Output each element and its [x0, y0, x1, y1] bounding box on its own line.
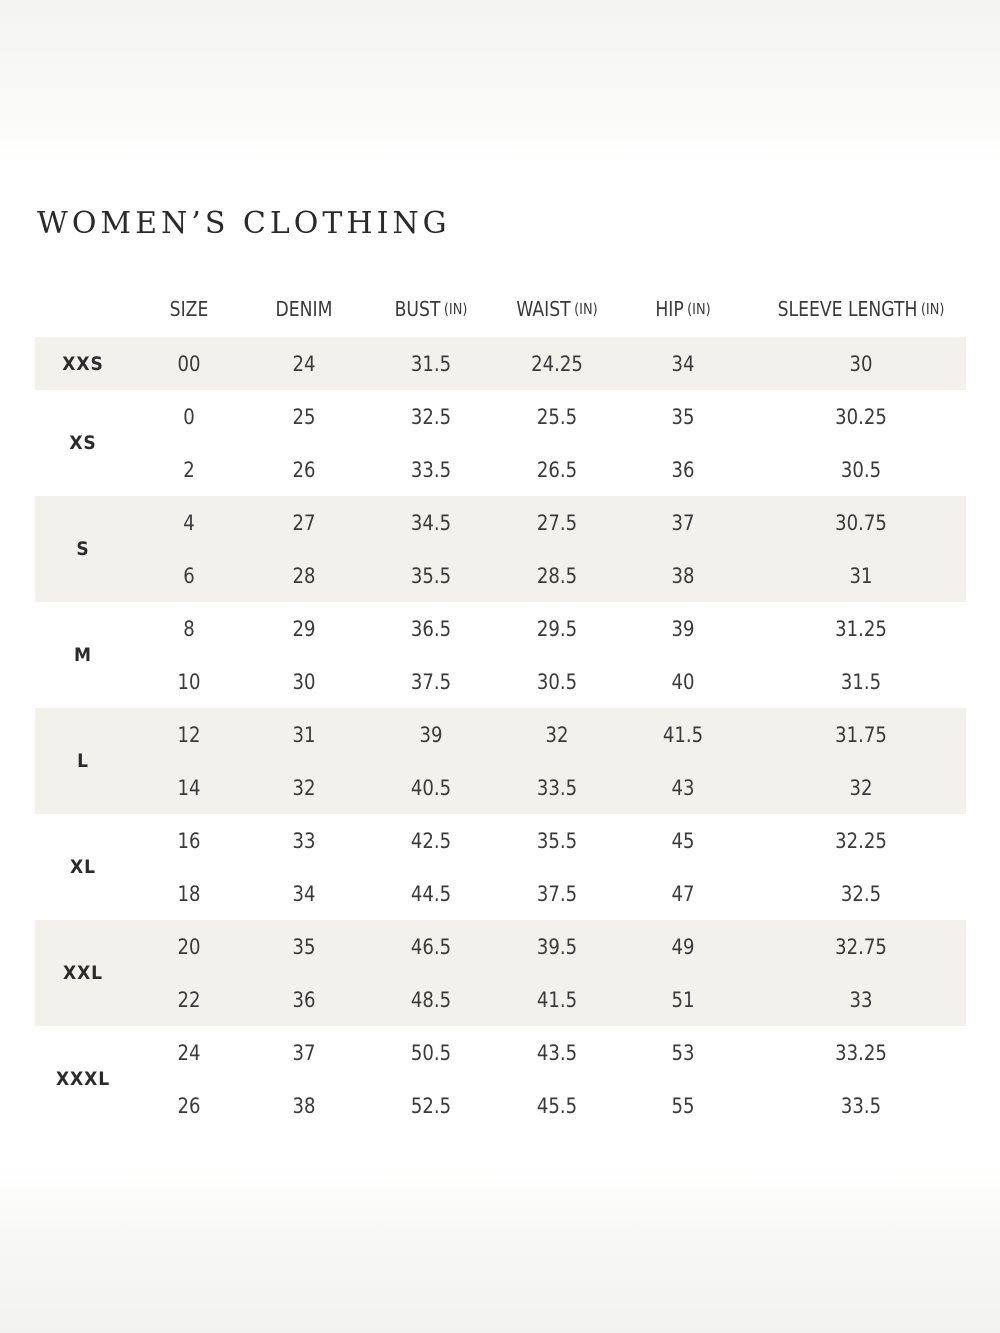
cell-bust: 42.5: [410, 828, 452, 853]
header-size: SIZE: [169, 296, 209, 321]
cell-denim: 28: [292, 563, 316, 588]
cell-sleeve: 33.5: [840, 1093, 882, 1118]
cell-hip: 53: [671, 1040, 695, 1065]
cell-size: 18: [177, 881, 201, 906]
cell-denim: 34: [292, 881, 316, 906]
unit-label: (IN): [687, 299, 711, 318]
cell-size: 8: [183, 616, 195, 641]
size-group: [35, 496, 966, 602]
table-row: [35, 655, 966, 708]
cell-denim: 38: [292, 1093, 316, 1118]
cell-bust: 50.5: [410, 1040, 452, 1065]
size-group: [35, 814, 966, 920]
cell-bust: 34.5: [410, 510, 452, 535]
cell-size: 24: [177, 1040, 201, 1065]
cell-hip: 43: [671, 775, 695, 800]
size-label: XS: [69, 432, 97, 454]
top-backdrop: [0, 0, 1000, 165]
cell-sleeve: 30.25: [835, 404, 887, 429]
table-row: [35, 973, 966, 1026]
table-row: [35, 867, 966, 920]
cell-sleeve: 32.25: [835, 828, 887, 853]
size-groups: [35, 337, 966, 1132]
size-label: XXL: [63, 962, 103, 984]
cell-waist: 45.5: [536, 1093, 578, 1118]
cell-waist: 24.25: [531, 351, 583, 376]
cell-bust: 31.5: [410, 351, 452, 376]
cell-hip: 55: [671, 1093, 695, 1118]
cell-denim: 30: [292, 669, 316, 694]
size-group: [35, 708, 966, 814]
cell-size: 00: [177, 351, 201, 376]
cell-bust: 46.5: [410, 934, 452, 959]
cell-sleeve: 32: [849, 775, 873, 800]
cell-size: 6: [183, 563, 195, 588]
cell-sleeve: 31: [849, 563, 873, 588]
bottom-backdrop: [0, 1165, 1000, 1333]
size-label: M: [74, 644, 92, 666]
cell-hip: 40: [671, 669, 695, 694]
cell-waist: 43.5: [536, 1040, 578, 1065]
table-row: [35, 337, 966, 390]
cell-bust: 40.5: [410, 775, 452, 800]
cell-waist: 37.5: [536, 881, 578, 906]
cell-sleeve: 31.5: [840, 669, 882, 694]
cell-sleeve: 31.75: [835, 722, 887, 747]
cell-hip: 51: [671, 987, 695, 1012]
cell-waist: 30.5: [536, 669, 578, 694]
cell-hip: 49: [671, 934, 695, 959]
cell-waist: 39.5: [536, 934, 578, 959]
cell-denim: 26: [292, 457, 316, 482]
table-row: [35, 814, 966, 867]
cell-sleeve: 32.5: [840, 881, 882, 906]
cell-hip: 38: [671, 563, 695, 588]
cell-sleeve: 30: [849, 351, 873, 376]
cell-denim: 27: [292, 510, 316, 535]
unit-label: (IN): [574, 299, 598, 318]
cell-bust: 36.5: [410, 616, 452, 641]
cell-hip: 37: [671, 510, 695, 535]
header-waist: WAIST (IN): [516, 296, 598, 321]
cell-sleeve: 33: [849, 987, 873, 1012]
size-group: [35, 602, 966, 708]
cell-waist: 32: [545, 722, 569, 747]
size-group: [35, 920, 966, 1026]
cell-bust: 48.5: [410, 987, 452, 1012]
cell-size: 10: [177, 669, 201, 694]
size-label: XXS: [62, 352, 104, 375]
size-chart-table: [35, 280, 966, 1132]
cell-waist: 28.5: [536, 563, 578, 588]
table-row: [35, 761, 966, 814]
header-denim: DENIM: [275, 296, 333, 321]
size-label: S: [76, 538, 90, 560]
cell-sleeve: 32.75: [835, 934, 887, 959]
cell-waist: 27.5: [536, 510, 578, 535]
cell-sleeve: 30.75: [835, 510, 887, 535]
size-group: [35, 1026, 966, 1132]
cell-hip: 41.5: [662, 722, 704, 747]
table-row: [35, 1079, 966, 1132]
cell-size: 2: [183, 457, 195, 482]
cell-size: 14: [177, 775, 201, 800]
cell-sleeve: 31.25: [835, 616, 887, 641]
header-hip: HIP (IN): [655, 296, 711, 321]
cell-size: 0: [183, 404, 195, 429]
cell-denim: 29: [292, 616, 316, 641]
cell-waist: 29.5: [536, 616, 578, 641]
unit-label: (IN): [443, 299, 468, 318]
cell-denim: 25: [292, 404, 316, 429]
cell-size: 4: [183, 510, 195, 535]
cell-size: 12: [177, 722, 201, 747]
cell-bust: 52.5: [410, 1093, 452, 1118]
table-row: [35, 443, 966, 496]
header-bust: BUST (IN): [394, 296, 468, 321]
cell-hip: 36: [671, 457, 695, 482]
table-row: [35, 496, 966, 549]
cell-hip: 34: [671, 351, 695, 376]
cell-denim: 35: [292, 934, 316, 959]
table-row: [35, 920, 966, 973]
cell-denim: 33: [292, 828, 316, 853]
cell-size: 20: [177, 934, 201, 959]
cell-denim: 32: [292, 775, 316, 800]
cell-sleeve: 30.5: [840, 457, 882, 482]
cell-waist: 33.5: [536, 775, 578, 800]
table-row: [35, 602, 966, 655]
cell-hip: 35: [671, 404, 695, 429]
cell-waist: 35.5: [536, 828, 578, 853]
cell-waist: 26.5: [536, 457, 578, 482]
cell-bust: 39: [419, 722, 443, 747]
cell-bust: 33.5: [410, 457, 452, 482]
cell-hip: 47: [671, 881, 695, 906]
cell-waist: 41.5: [536, 987, 578, 1012]
cell-hip: 45: [671, 828, 695, 853]
size-label: XL: [70, 856, 96, 878]
cell-size: 22: [177, 987, 201, 1012]
cell-denim: 36: [292, 987, 316, 1012]
cell-bust: 37.5: [410, 669, 452, 694]
cell-bust: 32.5: [410, 404, 452, 429]
cell-sleeve: 33.25: [835, 1040, 887, 1065]
cell-waist: 25.5: [536, 404, 578, 429]
header-sleeve-length: SLEEVE LENGTH (IN): [777, 296, 945, 321]
size-label: L: [77, 750, 89, 772]
size-label: XXXL: [55, 1068, 111, 1090]
table-row: [35, 390, 966, 443]
cell-denim: 24: [292, 351, 316, 376]
cell-size: 26: [177, 1093, 201, 1118]
cell-bust: 35.5: [410, 563, 452, 588]
table-header-row: [35, 280, 966, 337]
unit-label: (IN): [920, 299, 945, 318]
cell-hip: 39: [671, 616, 695, 641]
table-row: [35, 708, 966, 761]
cell-denim: 37: [292, 1040, 316, 1065]
table-row: [35, 1026, 966, 1079]
page-title: WOMEN’S CLOTHING: [37, 206, 451, 241]
size-group: [35, 337, 966, 390]
cell-size: 16: [177, 828, 201, 853]
cell-bust: 44.5: [410, 881, 452, 906]
table-row: [35, 549, 966, 602]
size-group: [35, 390, 966, 496]
cell-denim: 31: [292, 722, 316, 747]
